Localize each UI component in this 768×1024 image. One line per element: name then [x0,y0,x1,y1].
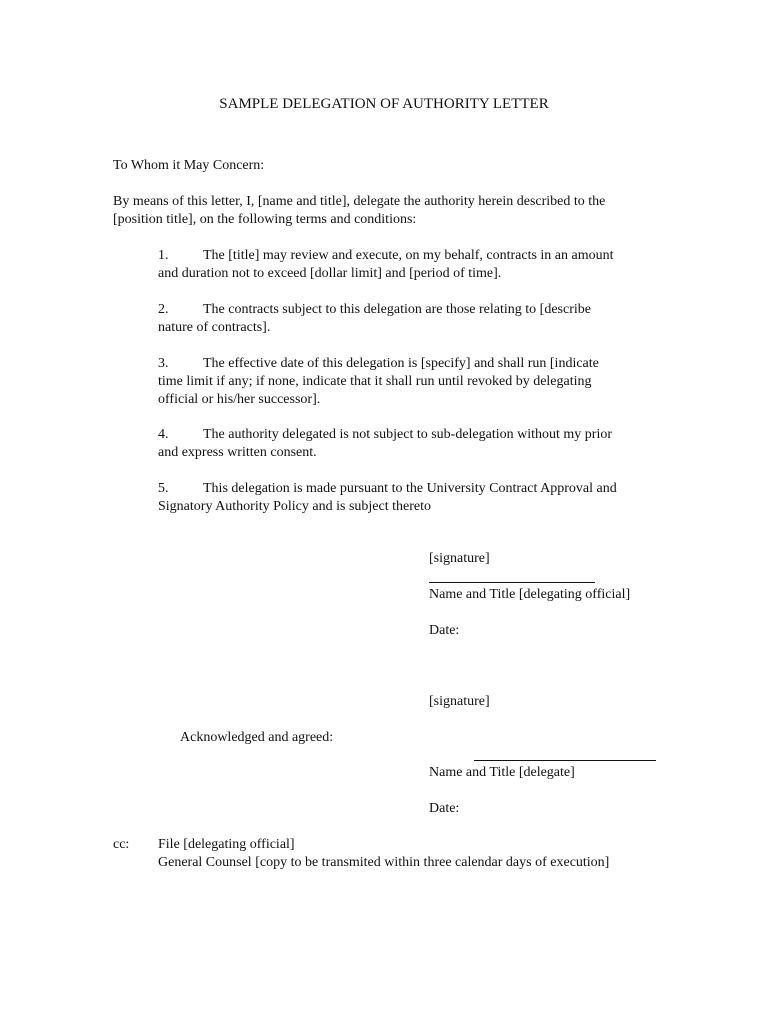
delegator-name-title: Name and Title [delegating official] [429,587,631,602]
list-item-3-cont-1: time limit if any; if none, indicate that it shall run until revoked by delegating [158,374,592,389]
list-item-number: 4. [158,427,169,442]
delegate-signature: [signature] [429,694,490,709]
list-item-3 [158,355,599,373]
cc-label: cc: [113,837,130,852]
list-item-4 [158,426,612,444]
salutation: To Whom it May Concern: [113,158,265,173]
acknowledged-label: Acknowledged and agreed: [180,730,334,745]
list-item-3-cont-2: official or his/her successor]. [158,392,321,407]
delegate-signature-line [474,760,656,761]
list-item-1 [158,247,614,265]
list-item-number: 3. [158,356,169,371]
cc-line-2: General Counsel [copy to be transmited within three calendar days of execution] [158,855,610,870]
delegate-date: Date: [429,801,460,816]
delegator-signature: [signature] [429,551,490,566]
list-item-text: The authority delegated is not subject to sub-delegation without my prior [203,427,613,442]
list-item-text: This delegation is made pursuant to the University Contract Approval and [203,481,617,496]
list-item-5-cont: Signatory Authority Policy and is subject thereto [158,499,431,514]
list-item-number: 1. [158,248,169,263]
list-item-1-cont: and duration not to exceed [dollar limit] and [period of time]. [158,266,502,281]
list-item-number: 2. [158,302,169,317]
delegate-name-title: Name and Title [delegate] [429,765,575,780]
list-item-2 [158,301,591,319]
list-item-text: The contracts subject to this delegation are those relating to [describe [203,302,591,317]
list-item-4-cont: and express written consent. [158,445,317,460]
list-item-number: 5. [158,481,169,496]
cc-line-1: File [delegating official] [158,837,295,852]
document-title: SAMPLE DELEGATION OF AUTHORITY LETTER [219,96,549,112]
list-item-text: The [title] may review and execute, on my behalf, contracts in an amount [203,248,614,263]
delegator-signature-line [429,582,595,583]
list-item-2-cont: nature of contracts]. [158,320,271,335]
list-item-text: The effective date of this delegation is [specify] and shall run [indicate [203,356,599,371]
list-item-5 [158,480,617,498]
intro-line-2: [position title], on the following terms and conditions: [113,212,417,227]
intro-line-1: By means of this letter, I, [name and title], delegate the authority herein described to the [113,194,606,209]
delegator-date: Date: [429,623,460,638]
